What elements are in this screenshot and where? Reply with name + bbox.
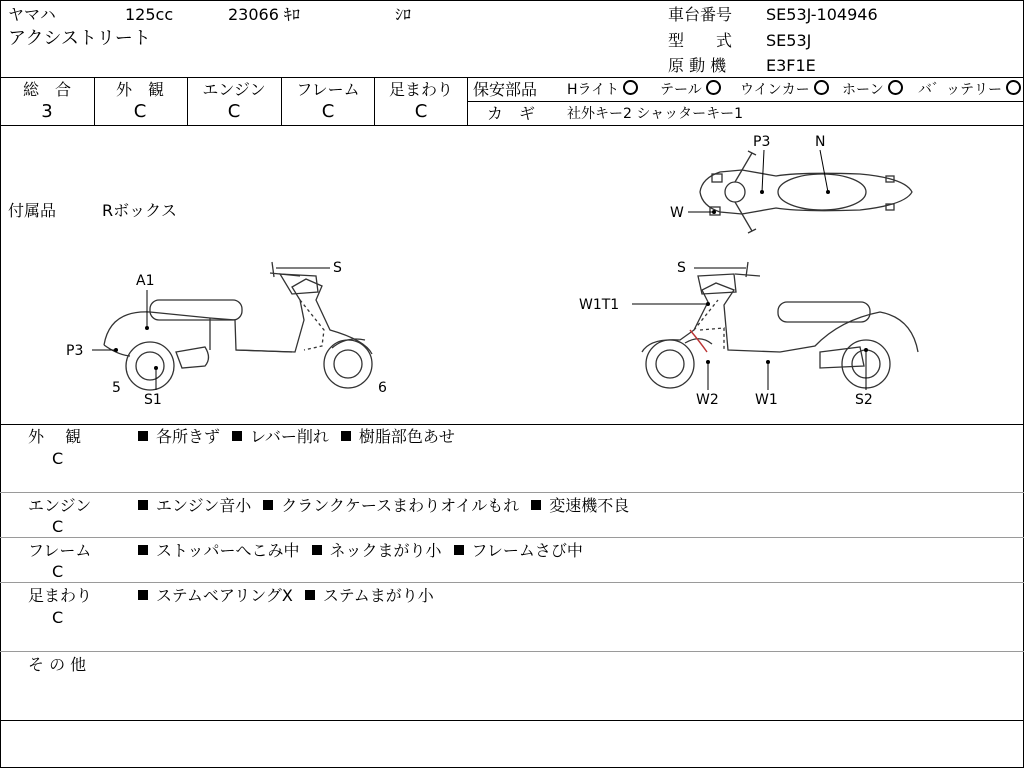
label-s-right: S — [677, 260, 686, 276]
chassis-value: SE53J-104946 — [766, 5, 878, 24]
divider — [281, 77, 282, 125]
safety-battery: バ゛ッテリー — [918, 80, 1021, 100]
bullet-icon — [232, 431, 242, 441]
accessories-label: 付属品 — [8, 201, 57, 220]
label-s1: S1 — [144, 392, 162, 408]
bullet-icon — [312, 545, 322, 555]
note-engine-items: エンジン音小 クランクケースまわりオイルもれ 変速機不良 — [138, 496, 641, 516]
note-exterior-title: 外 観 — [28, 427, 82, 446]
safety-horn: ホーン — [842, 80, 903, 100]
divider — [187, 77, 188, 125]
accessories-value: Rボックス — [102, 201, 177, 220]
divider — [0, 582, 1024, 583]
note-suspension-title: 足まわり — [28, 586, 93, 605]
ok-mark-icon — [623, 80, 638, 95]
ok-mark-icon — [814, 80, 829, 95]
note-frame-title: フレーム — [28, 541, 92, 560]
bullet-icon — [138, 590, 148, 600]
ok-mark-icon — [706, 80, 721, 95]
frame-grade-label: フレーム — [296, 80, 360, 99]
divider — [0, 492, 1024, 493]
model-name: アクシストリート — [8, 28, 151, 49]
damage-markers — [114, 190, 868, 370]
key-value: 社外キー2 シャッターキー1 — [567, 106, 743, 122]
divider — [0, 651, 1024, 652]
ok-mark-icon — [888, 80, 903, 95]
label-w1: W1 — [755, 392, 778, 408]
exterior-label: 外 観 — [115, 80, 164, 99]
divider — [0, 424, 1024, 425]
bullet-icon — [305, 590, 315, 600]
bullet-icon — [138, 545, 148, 555]
scooter-top-view — [700, 151, 912, 233]
divider — [467, 101, 1024, 102]
key-label: カ ギ — [487, 104, 536, 123]
divider — [0, 720, 1024, 721]
bullet-icon — [531, 500, 541, 510]
type-label: 型 式 — [668, 31, 733, 50]
note-frame-grade: C — [52, 562, 64, 581]
label-a1: A1 — [136, 273, 155, 289]
divider — [374, 77, 375, 125]
diagram-labels — [66, 134, 873, 408]
note-engine-grade: C — [52, 517, 64, 536]
overall-value: 3 — [41, 101, 53, 122]
note-engine-title: エンジン — [28, 496, 92, 515]
note-other-title: そ の 他 — [28, 655, 87, 674]
label-p3-left: P3 — [66, 343, 84, 359]
safety-label: 保安部品 — [473, 80, 538, 99]
label-6: 6 — [378, 380, 387, 396]
safety-winker: ウインカー — [740, 80, 829, 100]
note-frame-items: ストッパーへこみ中 ネックまがり小 フレームさび中 — [138, 541, 595, 561]
chassis-label: 車台番号 — [668, 5, 733, 24]
type-value: SE53J — [766, 31, 812, 50]
label-n-top: N — [815, 134, 826, 150]
safety-headlight: Hライト — [567, 80, 638, 100]
label-w2: W2 — [696, 392, 719, 408]
note-exterior-grade: C — [52, 449, 64, 468]
label-s2: S2 — [855, 392, 873, 408]
suspension-grade-value: C — [414, 101, 428, 122]
safety-tail: テール — [660, 80, 721, 100]
overall-label: 総 合 — [22, 80, 71, 99]
engine-label: 原 動 機 — [668, 56, 727, 75]
bullet-icon — [341, 431, 351, 441]
label-5: 5 — [112, 380, 121, 396]
mileage: 23066 ｷﾛ — [228, 5, 300, 24]
ok-mark-icon — [1006, 80, 1021, 95]
displacement: 125cc — [125, 5, 174, 24]
engine-value: E3F1E — [766, 56, 816, 75]
scooter-right-view — [642, 262, 918, 388]
frame-grade-value: C — [321, 101, 335, 122]
engine-grade-value: C — [227, 101, 241, 122]
label-w-top: W — [670, 205, 684, 221]
exterior-value: C — [133, 101, 147, 122]
label-s-left: S — [333, 260, 342, 276]
note-exterior-items: 各所きず レバー削れ 樹脂部色あせ — [138, 427, 467, 447]
note-suspension-items: ステムベアリングX ステムまがり小 — [138, 586, 446, 606]
maker: ヤマハ — [8, 5, 56, 24]
color: ｼﾛ — [395, 5, 412, 24]
label-w1t1: W1T1 — [579, 297, 620, 313]
bullet-icon — [138, 500, 148, 510]
suspension-grade-label: 足まわり — [388, 80, 453, 99]
divider — [0, 77, 1024, 78]
label-p3-top: P3 — [753, 134, 771, 150]
bullet-icon — [454, 545, 464, 555]
bullet-icon — [263, 500, 273, 510]
scooter-damage-diagram — [0, 126, 1024, 424]
divider — [0, 537, 1024, 538]
note-suspension-grade: C — [52, 608, 64, 627]
engine-grade-label: エンジン — [202, 80, 266, 99]
bullet-icon — [138, 431, 148, 441]
